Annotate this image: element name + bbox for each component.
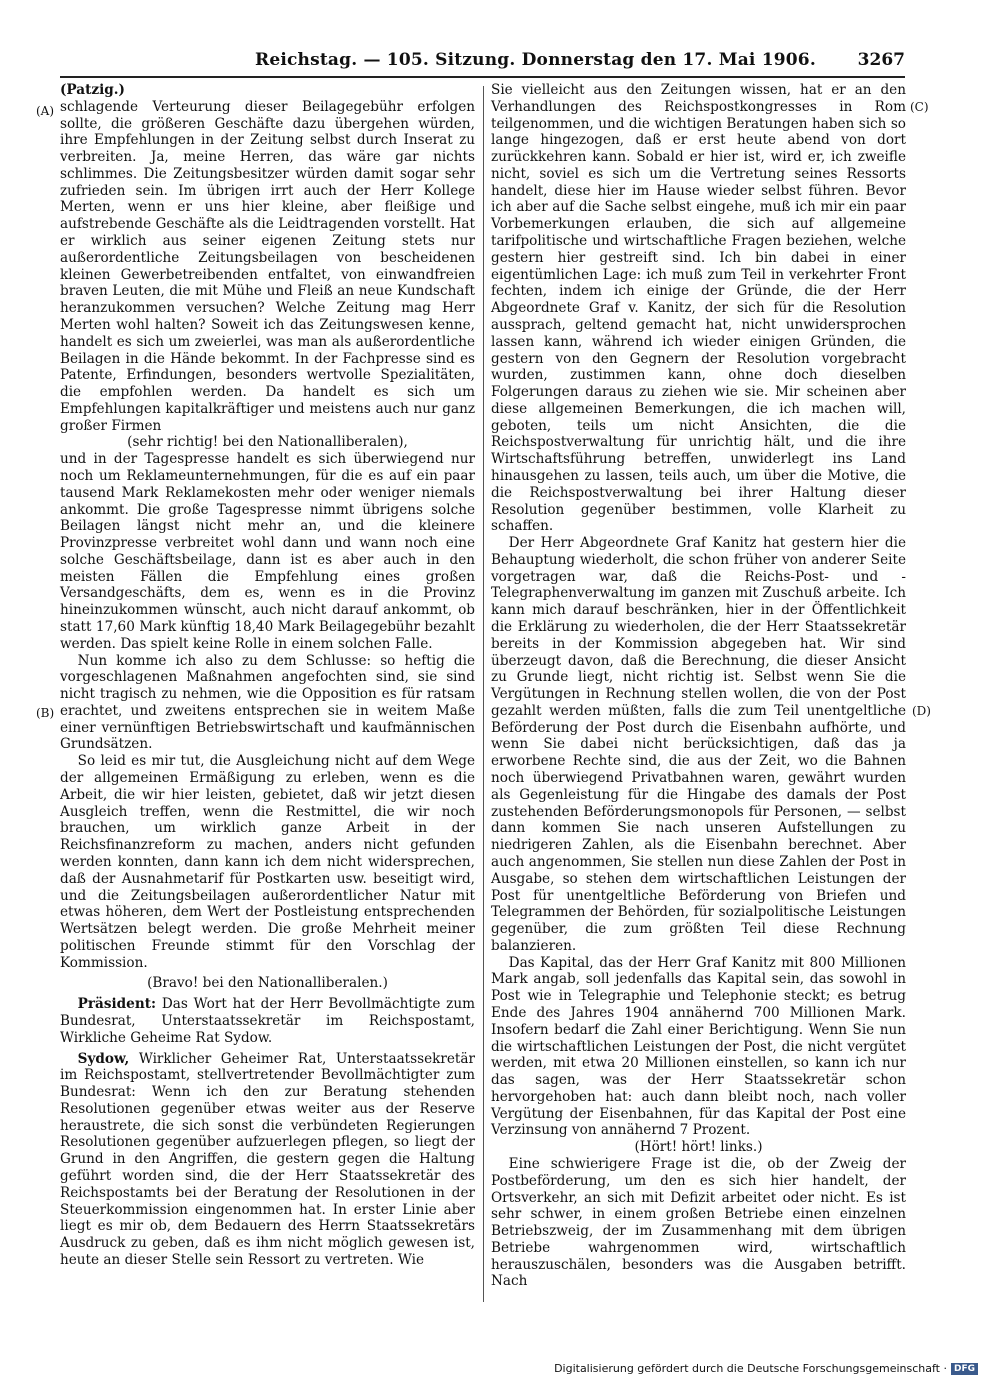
speech-text: Wirklicher Geheimer Rat, Unterstaatssekretär im Reichspostamt, stellvertretender Bevollmächtigter zum Bundesrat: Wenn ich den zur Beratung stehenden Resolutionen gegenüber etwas weiter aus der Reserve heraustrete, die sich sonst die verbündeten Regierungen Resolutionen gegenüber aufzuerlegen pflegen, so liegt der Grund in den Angriffen, die gestern gegen die Haltung geführt worden sind, die der Herr Staatssekretär des Reichspostamts bei der Beratung der Resolutionen in der Steuerkommission eingenommen hat. In erster Linie aber liegt es mir ob, dem Bedauern des Herrn Staatssekretärs Ausdruck zu geben, daß es ihm nicht möglich gewesen ist, heute an dieser Stelle sein Ressort zu vertreten. Wie (60, 1050, 475, 1268)
margin-mark-b: (B) (36, 706, 55, 720)
left-column (60, 82, 475, 1269)
footer-text: Digitalisierung gefördert durch die Deutsche Forschungsgemeinschaft · (554, 1362, 947, 1375)
paragraph: Sie vielleicht aus den Zeitungen wissen, hat er an den Verhandlungen des Reichspostkongresses in Rom teilgenommen, und die wichtigen Beratungen haben sich so lange hingezogen, daß er erst heute abend von dort zurückkehren kann. Sobald er hier ist, wird er, ich zweifle nicht, soviel es sich um die Vertretung seines Ressorts handelt, diese hier im Hause wieder selbst führen. Bevor ich aber auf die Sache selbst eingehe, muß ich mir ein paar Vorbemerkungen erlauben, die sich auf allgemeine tarifpolitische und wirtschaftliche Fragen beziehen, welche gestern hier gestreift sind. Ich bin dabei in einer eigentümlichen Lage: ich muß zum Teil in verkehrter Front fechten, indem ich einige der Gründe, die der Herr Abgeordnete Graf v. Kanitz, der sich für die Resolution aussprach, geltend gemacht hat, nicht unwidersprochen lassen kann, während ich wieder einigen Gründen, die gestern von den Gegnern der Resolution vorgebracht wurden, zustimmen kann, ohne doch dieselben Folgerungen daraus zu ziehen wie sie. Mir scheinen aber diese allgemeinen Bemerkungen, die ich machen will, geboten, teils um nicht Ansichten, die die Reichspostverwaltung für unrichtig hält, und die ihre Wirtschaftsführung betreffen, unwiderlegt ins Land hinausgehen zu lassen, teils auch, um über die Motive, die die Reichspostverwaltung bei ihrer Haltung dieser Resolution gegenüber bestimmen, volle Klarheit zu schaffen. (491, 82, 906, 535)
interjection: (sehr richtig! bei den Nationalliberalen), (127, 434, 408, 451)
speaker-name: Sydow, (77, 1050, 130, 1067)
paragraph: und in der Tagespresse handelt es sich überwiegend nur noch um Reklameunternehmungen, für die es auf ein paar tausend Mark Reklamekosten mehr oder weniger niemals ankommt. Die große Tagespresse nimmt übrigens solche Beilagen längst nicht mehr an, und die kleinere Provinzpresse verbreitet wohl dann und wann noch eine solche Geschäftsbeilage, dann ist es aber auch in den meisten Fällen die Empfehlung eines großen Versandgeschäfts, dem es, wenn es in die Provinz hineinzukommen wünscht, auch nicht darauf ankommt, ob statt 17,60 Mark künftig 18,40 Mark Beilagegebühr bezahlt werden. Das spielt keine Rolle in einem solchen Falle. (60, 451, 475, 652)
sydow-statement (60, 1051, 475, 1269)
page-header (60, 50, 905, 76)
margin-mark-d: (D) (912, 704, 931, 718)
footer (554, 1362, 978, 1375)
paragraph: schlagende Verteurung dieser Beilagegebühr erfolgen sollte, die größeren Geschäfte dazu übergehen würden, ihre Empfehlungen in der Zeitung selbst durch Inserat zu verbreiten. Ja, meine Herren, das wäre gar nichts schlimmes. Die Zeitungsbesitzer würden damit sogar sehr zufrieden sein. Im übrigen irrt auch der Herr Kollege Merten, wenn er uns hier kleine, aber fleißige und aufstrebende Geschäfte als die Leidtragenden vorstellt. Hat er wirklich aus seiner eigenen Zeitung stets nur außerordentliche Zeitungsbeilagen von bescheidenen kleinen Gewerbetreibenden entfaltet, von einwandfreien braven Leuten, die mit Mühe und Fleiß an neue Kundschaft heranzukommen versuchen? Welche Zeitung mag Herr Merten wohl halten? Soweit ich das Zeitungswesen kenne, handelt es sich um zweierlei, was man als außerordentliche Beilagen in die Hände bekommt. In der Fachpresse sind es Patente, Erfindungen, besonders wertvolle Spezialitäten, die empfohlen werden. Da handelt es sich um Empfehlungen kapitalkräftiger und meistens auch nur ganz großer Firmen (60, 98, 475, 434)
margin-mark-c: (C) (910, 100, 929, 114)
speaker-name: Präsident: (77, 996, 157, 1013)
page-title: Reichstag. — 105. Sitzung. Donnerstag den 17. Mai 1906. (255, 50, 816, 70)
paragraph: Nun komme ich also zu dem Schlusse: so heftig die vorgeschlagenen Maßnahmen angefochten sind, sie sind nicht tragisch zu nehmen, wie die Opposition es für ratsam erachtet, und zweitens entsprechen sie in weitem Maße einer vernünftigen Betriebswirtschaft und kaufmännischen Grundsätzen. (60, 652, 475, 753)
column-divider (483, 86, 484, 1302)
margin-mark-a: (A) (36, 104, 55, 118)
speech-text: Das Wort hat der Herr Bevollmächtigte zum Bundesrat, Unterstaatssekretär im Reichspostamt, Wirkliche Geheime Rat Sydow. (60, 996, 475, 1046)
paragraph: Der Herr Abgeordnete Graf Kanitz hat gestern hier die Behauptung wiederholt, die schon früher von anderer Seite vorgetragen war, daß die Reichs-Post- und -Telegraphenverwaltung im ganzen mit Zuschuß arbeite. Ich kann mich darauf beschränken, hier in der Öffentlichkeit die Erklärung zu wiederholen, die der Herr Staatssekretär bereits in der Kommission abgegeben hat. Wir sind überzeugt davon, daß die Berechnung, die dieser Ansicht zu Grunde liegt, nicht richtig ist. Selbst wenn Sie die Vergütungen in Rechnung stellen wollen, die von der Post gezahlt werden müßten, falls die zum Teil unentgeltliche Beförderung der Post durch die Eisenbahn aufhörte, und wenn Sie dabei nicht berücksichtigen, daß das ja erworbene Rechte sind, die aus der Zeit, wo die Bahnen noch überwiegend Privatbahnen waren, gewährt wurden als Gegenleistung für die Hingabe des damals der Post zustehenden Beförderungsmonopols für Personen, — selbst dann kommen Sie nach unseren Aufstellungen zu niedrigeren Zahlen, als die Eisenbahn berechnet. Aber auch angenommen, Sie stellen nun diese Zahlen der Post in Ausgabe, so stehen dem wirtschaftlichen Leistungen der Post für unentgeltliche Beförderung von Briefen und Telegrammen der Behörden, für sozialpolitische Leistungen gegenüber, die zum größten Teil diese Rechnung balanzieren. (491, 535, 906, 954)
dfg-logo: DFG (951, 1363, 978, 1375)
right-column (491, 82, 906, 1290)
paragraph: So leid es mir tut, die Ausgleichung nicht auf dem Wege der allgemeinen Ermäßigung zu erleben, wenn es die Arbeit, die wir hier leisten, gebietet, daß wir jetzt diesen Ausgleich treffen, wenn die Restmittel, die wir noch brauchen, um wirklich ganze Arbeit in der Reichsfinanzreform zu machen, anders nicht gefunden werden konnten, dann kann ich dem nicht widersprechen, daß der Ausnahmetarif für Postkarten usw. beseitigt wird, und die Zeitungsbeilagen außerordentlicher Natur mit etwas höheren, dem Wert der Postleistung entsprechenden Wertsätzen belegt werden. Die große Mehrheit meiner politischen Freunde stimmt für den Vorschlag der Kommission. (60, 753, 475, 971)
paragraph: Das Kapital, das der Herr Graf Kanitz mit 800 Millionen Mark angab, soll jedenfalls das Kapital sein, das sowohl in Post wie in Telegraphie und Telephonie steckt; es betrug Ende des Jahres 1904 annähernd 700 Millionen Mark. Insofern bedarf die Zahl einer Berichtigung. Wenn Sie nun die wirtschaftlichen Leistungen der Post, die nicht vergütet werden, mit etwa 20 Millionen einstellen, so kann ich nur das sagen, was der Herr Staatssekretär schon hervorgehoben hat: auch dann bleibt noch, nach voller Vergütung der Eisenbahnen, für das Kapital der Post eine Verzinsung von annähernd 7 Prozent. (491, 954, 906, 1139)
interjection: (Bravo! bei den Nationalliberalen.) (147, 975, 388, 992)
header-rule (60, 76, 905, 78)
speaker-tag: (Patzig.) (60, 82, 125, 98)
interjection: (Hört! hört! links.) (634, 1139, 763, 1156)
paragraph: Eine schwierigere Frage ist die, ob der Zweig der Postbeförderung, um den es sich hier handelt, der Ortsverkehr, an sich mit Defizit arbeitet oder nicht. Es ist sehr schwer, in einem großen Betriebe einen einzelnen Betriebszweig, der im Zusammenhang mit dem übrigen Betriebe wahrgenommen wird, wirtschaftlich herauszuschälen, besonders was die Ausgaben betrifft. Nach (491, 1156, 906, 1290)
page-number: 3267 (857, 50, 905, 70)
president-statement (60, 996, 475, 1046)
